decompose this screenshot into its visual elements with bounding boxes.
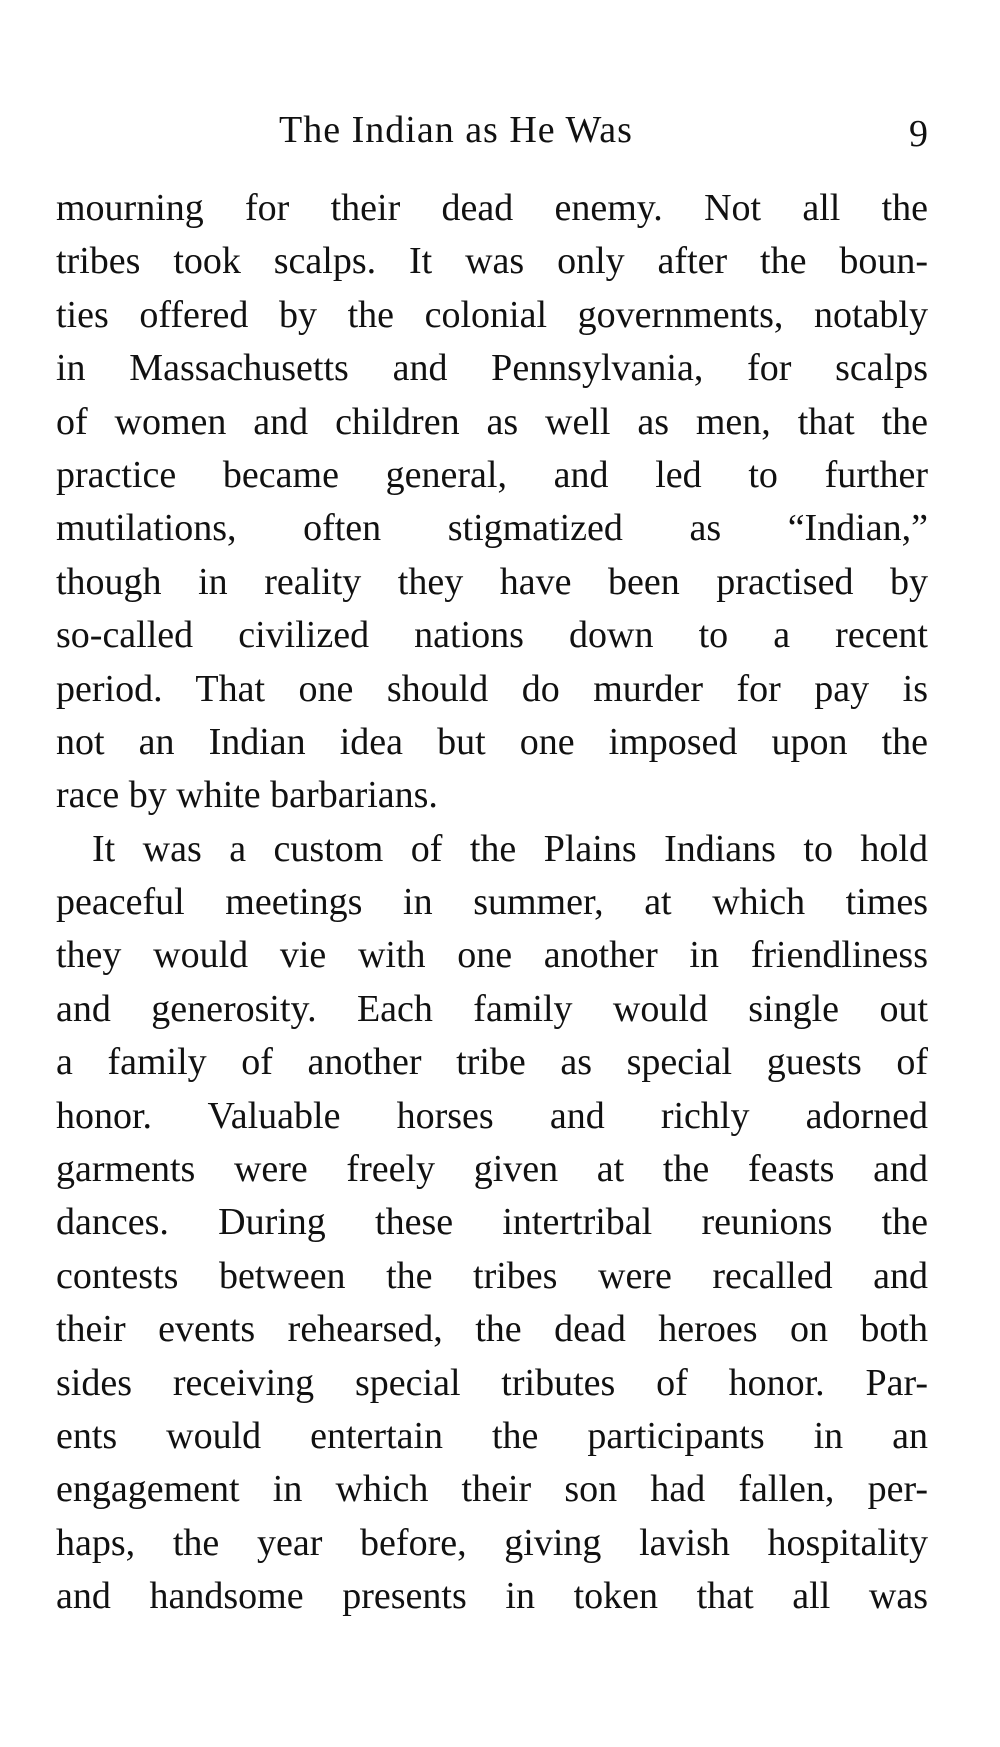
text-line: haps, the year before, giving lavish hospitality: [56, 1521, 928, 1564]
text-line: sides receiving special tributes of honor. Par-: [56, 1361, 928, 1404]
text-line: though in reality they have been practised by: [56, 560, 928, 603]
text-line: and generosity. Each family would single out: [56, 987, 928, 1030]
text-line: of women and children as well as men, that the: [56, 400, 928, 443]
text-line: dances. During these intertribal reunions the: [56, 1201, 928, 1244]
text-line: honor. Valuable horses and richly adorned: [56, 1094, 928, 1137]
text-line: race by white barbarians.: [56, 774, 438, 817]
text-line: garments were freely given at the feasts and: [56, 1148, 928, 1191]
text-line: in Massachusetts and Pennsylvania, for scalps: [56, 347, 928, 390]
page-number: 9: [909, 113, 928, 155]
text-line: It was a custom of the Plains Indians to hold: [92, 827, 928, 870]
text-line: they would vie with one another in friendliness: [56, 934, 928, 977]
text-line: peaceful meetings in summer, at which times: [56, 881, 928, 924]
paragraph-1: [56, 182, 928, 823]
text-line: ents would entertain the participants in an: [56, 1414, 928, 1457]
text-line: and handsome presents in token that all was: [56, 1575, 928, 1618]
text-line: period. That one should do murder for pay is: [56, 667, 928, 710]
text-line: mourning for their dead enemy. Not all the: [56, 187, 928, 229]
text-line: not an Indian idea but one imposed upon the: [56, 720, 928, 763]
paragraph-2: [56, 823, 928, 1624]
text-line: contests between the tribes were recalled and: [56, 1254, 928, 1297]
text-line: tribes took scalps. It was only after the boun-: [56, 240, 928, 283]
running-header: [56, 105, 928, 155]
text-line: ties offered by the colonial governments, notably: [56, 293, 928, 336]
text-line: their events rehearsed, the dead heroes on both: [56, 1308, 928, 1351]
text-line: a family of another tribe as special guests of: [56, 1041, 928, 1084]
text-line: mutilations, often stigmatized as “Indian,”: [56, 507, 928, 550]
running-title: The Indian as He Was: [279, 109, 633, 151]
text-line: practice became general, and led to further: [56, 453, 928, 496]
text-line: engagement in which their son had fallen, per-: [56, 1468, 928, 1511]
text-line: so-called civilized nations down to a recent: [56, 614, 928, 657]
body-text: [56, 182, 928, 1624]
